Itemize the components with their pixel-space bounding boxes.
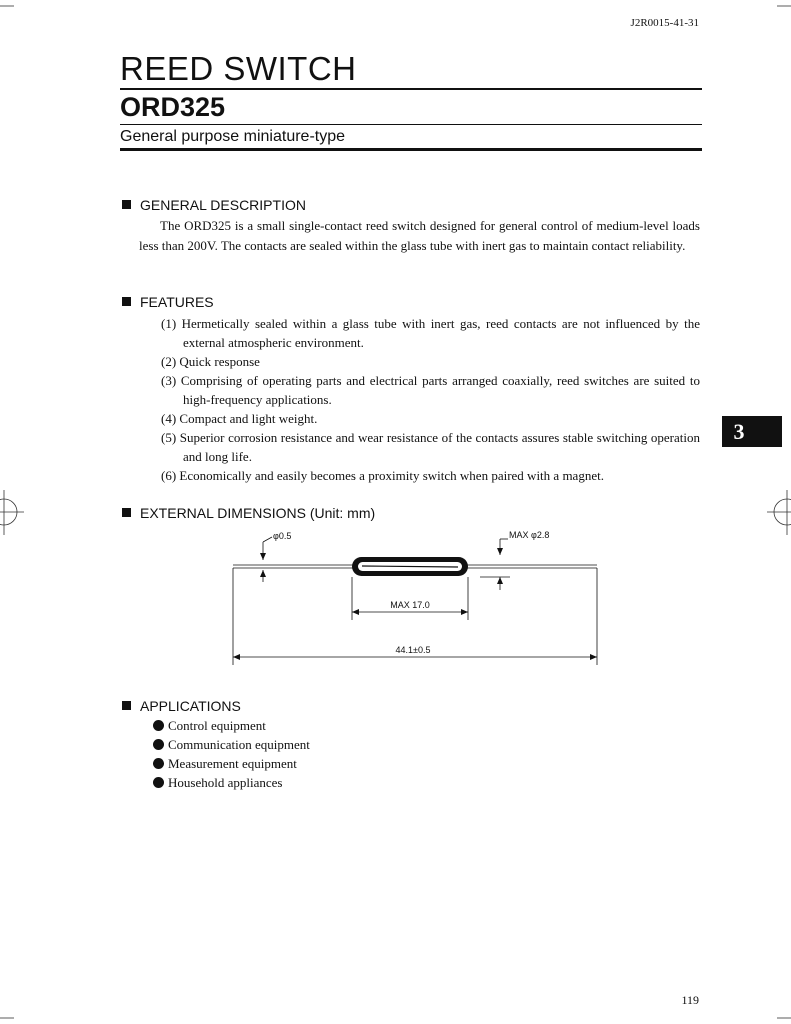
list-item: Measurement equipment	[153, 754, 310, 773]
subtitle: General purpose miniature-type	[120, 128, 346, 145]
section-heading-features: FEATURES	[122, 293, 214, 311]
lead-diameter-label: φ0.5	[273, 531, 292, 541]
chapter-tab: 3	[722, 416, 782, 447]
general-description-text: The ORD325 is a small single-contact reed switch designed for general control of medium-level loads less than 200V. The contacts are sealed within the glass tube with inert gas to maintain contact reliability.	[139, 218, 700, 253]
bullet-dot-icon	[153, 777, 164, 788]
bullet-square-icon	[122, 508, 131, 517]
section-heading-external-dimensions: EXTERNAL DIMENSIONS (Unit: mm)	[122, 504, 375, 522]
bullet-dot-icon	[153, 758, 164, 769]
bullet-dot-icon	[153, 720, 164, 731]
list-item: Household appliances	[153, 773, 310, 792]
page-number: 119	[681, 993, 699, 1007]
feature-item: (1) Hermetically sealed within a glass tube with inert gas, reed contacts are not influenced by the external atmospheric environment.	[161, 316, 700, 350]
page-title: REED SWITCH	[120, 50, 357, 87]
feature-item: (3) Comprising of operating parts and electrical parts arranged coaxially, reed switches are suited to high-frequency applications.	[161, 373, 700, 407]
tube-length-label: MAX 17.0	[390, 600, 430, 610]
tube-diameter-label: MAX φ2.8	[509, 530, 550, 540]
bullet-dot-icon	[153, 739, 164, 750]
subtitle-rule	[120, 148, 702, 151]
dimension-drawing	[0, 520, 791, 680]
list-item: Communication equipment	[153, 735, 310, 754]
section-heading-general-description: GENERAL DESCRIPTION	[122, 196, 306, 214]
feature-item: (4) Compact and light weight.	[161, 411, 318, 426]
model-number: ORD325	[120, 92, 226, 122]
feature-item: (6) Economically and easily becomes a proximity switch when paired with a magnet.	[161, 468, 604, 483]
section-heading-applications: APPLICATIONS	[122, 697, 241, 715]
bullet-square-icon	[122, 701, 131, 710]
bullet-square-icon	[122, 297, 131, 306]
feature-item: (5) Superior corrosion resistance and wear resistance of the contacts assures stable switching operation and long life.	[161, 430, 700, 464]
feature-item: (2) Quick response	[161, 354, 260, 369]
document-code: J2R0015-41-31	[630, 17, 699, 29]
model-rule	[120, 124, 702, 125]
list-item: Control equipment	[153, 716, 310, 735]
bullet-square-icon	[122, 200, 131, 209]
overall-length-label: 44.1±0.5	[395, 645, 431, 655]
applications-list	[153, 716, 310, 792]
features-list	[161, 314, 700, 485]
